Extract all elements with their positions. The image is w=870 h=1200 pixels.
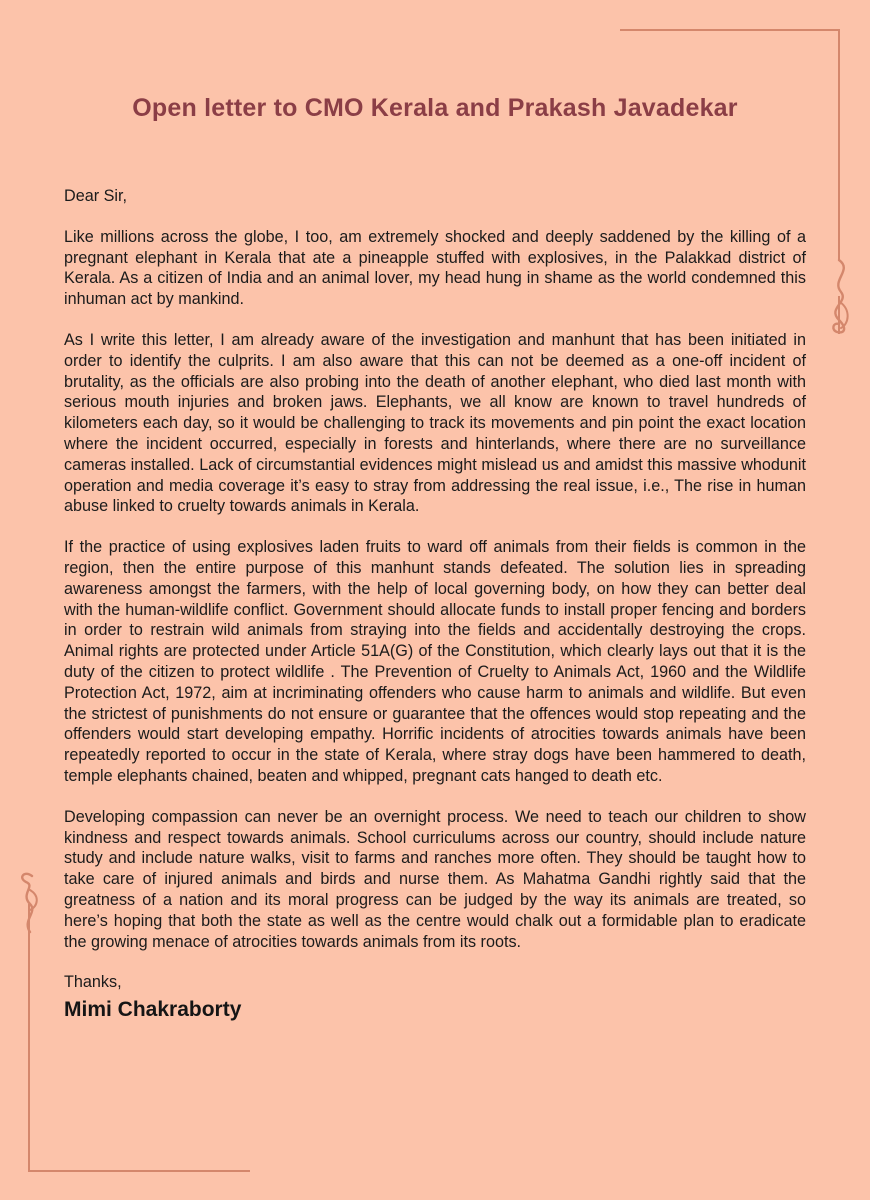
- letter-paragraph: Developing compassion can never be an overnight process. We need to teach our children to show kindness and respect towards animals. School curriculums across our country, should include nature study and include nature walks, visit to farms and ranches more often. They should be taught how to take care of injured animals and birds and nurse them. As Mahatma Gandhi rightly said that the greatness of a nation and its moral progress can be judged by the way its animals are treated, so here’s hoping that both the state as well as the centre would chalk out a formidable plan to eradicate the growing menace of atrocities towards animals from its roots.: [64, 807, 806, 951]
- frame-left-border: [28, 904, 30, 1172]
- paisley-flourish-icon: [823, 258, 857, 336]
- letter-paragraph: If the practice of using explosives laden fruits to ward off animals from their fields is common in the region, then the entire purpose of this manhunt stands defeated. The solution lies in spreading awareness amongst the farmers, with the help of local governing body, on how they can better deal with the human-wildlife conflict. Government should allocate funds to install proper fencing and borders in order to restrain wild animals from straying into the fields and accidentally destroying the crops. Animal rights are protected under Article 51A(G) of the Constitution, which clearly lays out that it is the duty of the citizen to protect wildlife . The Prevention of Cruelty to Animals Act, 1960 and the Wildlife Protection Act, 1972, aim at incriminating offenders who cause harm to animals and wildlife. But even the strictest of punishments do not ensure or guarantee that the offences would stop repeating and the offenders would start developing empathy. Horrific incidents of atrocities towards animals have been repeatedly reported to occur in the state of Kerala, where stray dogs have been hammered to death, temple elephants chained, beaten and whipped, pregnant cats hanged to death etc.: [64, 538, 806, 785]
- letter-title: Open letter to CMO Kerala and Prakash Javadekar: [132, 94, 738, 122]
- letter-body: [64, 186, 806, 1023]
- frame-right-border: [838, 29, 840, 261]
- letter-signature: Mimi Chakraborty: [64, 998, 242, 1022]
- letter-closing: Thanks,: [64, 973, 122, 992]
- paisley-flourish-icon: [14, 868, 48, 934]
- frame-bottom-border: [28, 1170, 250, 1172]
- letter-paragraph: Like millions across the globe, I too, am extremely shocked and deeply saddened by the killing of a pregnant elephant in Kerala that ate a pineapple stuffed with explosives, in the Palakkad district of Kerala. As a citizen of India and an animal lover, my head hung in shame as the world condemned this inhuman act by mankind.: [64, 227, 806, 309]
- letter-paragraph: As I write this letter, I am already aware of the investigation and manhunt that has been initiated in order to identify the culprits. I am also aware that this can not be deemed as a one-off incident of brutality, as the officials are also probing into the death of another elephant, who died last month with serious mouth injuries and broken jaws. Elephants, we all know are known to travel hundreds of kilometers each day, so it would be challenging to track its movements and pin point the exact location where the incident occurred, especially in forests and hinterlands, where there are no surveillance cameras installed. Lack of circumstantial evidences might mislead us and amidst this massive whodunit operation and media coverage it’s easy to stray from addressing the real issue, i.e., The rise in human abuse linked to cruelty towards animals in Kerala.: [64, 330, 806, 516]
- letter-greeting: Dear Sir,: [64, 187, 127, 205]
- frame-top-border: [620, 29, 840, 31]
